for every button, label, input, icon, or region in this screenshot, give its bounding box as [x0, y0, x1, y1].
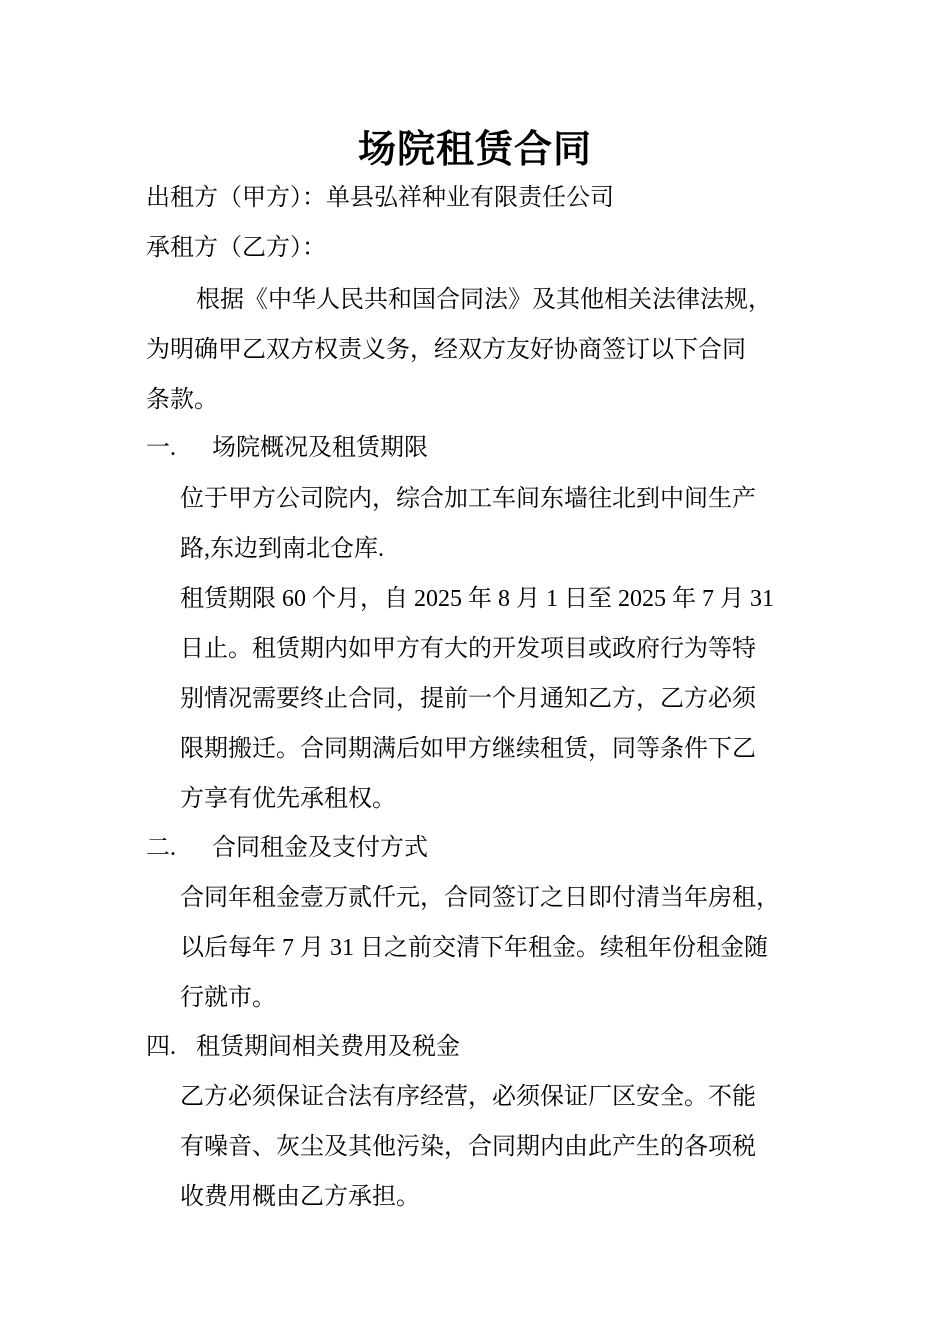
section-line: 合同年租金壹万贰仟元，合同签订之日即付清当年房租， [180, 885, 780, 911]
section-title: 场院概况及租赁期限 [212, 435, 428, 461]
section-heading [146, 1031, 460, 1063]
section-heading [146, 432, 428, 464]
intro-line: 为明确甲乙双方权责义务，经双方友好协商签订以下合同 [146, 337, 746, 363]
section-heading [146, 832, 428, 864]
section-line: 别情况需要终止合同，提前一个月通知乙方，乙方必须 [180, 686, 756, 712]
section-number: 二. [146, 835, 176, 861]
section-line: 有噪音、灰尘及其他污染，合同期内由此产生的各项税 [180, 1134, 756, 1160]
section-line: 位于甲方公司院内，综合加工车间东墙往北到中间生产 [180, 486, 756, 512]
section-line: 日止。租赁期内如甲方有大的开发项目或政府行为等特 [180, 636, 756, 662]
section-line: 租赁期限 60 个月，自 2025 年 8 月 1 日至 2025 年 7 月 31 [180, 586, 774, 612]
document-title: 场院租赁合同 [357, 129, 592, 171]
section-line: 路,东边到南北仓库. [180, 536, 384, 562]
intro-line: 根据《中华人民共和国合同法》及其他相关法律法规， [196, 287, 772, 313]
section-number: 一. [146, 435, 176, 461]
section-line: 方享有优先承租权。 [180, 786, 396, 812]
lessee-line: 承租方（乙方）： [146, 235, 326, 261]
section-line: 收费用概由乙方承担。 [180, 1184, 420, 1210]
intro-line: 条款。 [146, 387, 218, 413]
section-number: 四. [146, 1034, 176, 1060]
section-line: 以后每年 7 月 31 日之前交清下年租金。续租年份租金随 [180, 935, 768, 961]
section-line: 乙方必须保证合法有序经营，必须保证厂区安全。不能 [180, 1084, 756, 1110]
section-line: 限期搬迁。合同期满后如甲方继续租赁，同等条件下乙 [180, 736, 756, 762]
section-title: 租赁期间相关费用及税金 [196, 1034, 460, 1060]
section-title: 合同租金及支付方式 [212, 835, 428, 861]
lessor-line: 出租方（甲方）：单县弘祥种业有限责任公司 [146, 185, 614, 211]
section-line: 行就市。 [180, 985, 276, 1011]
